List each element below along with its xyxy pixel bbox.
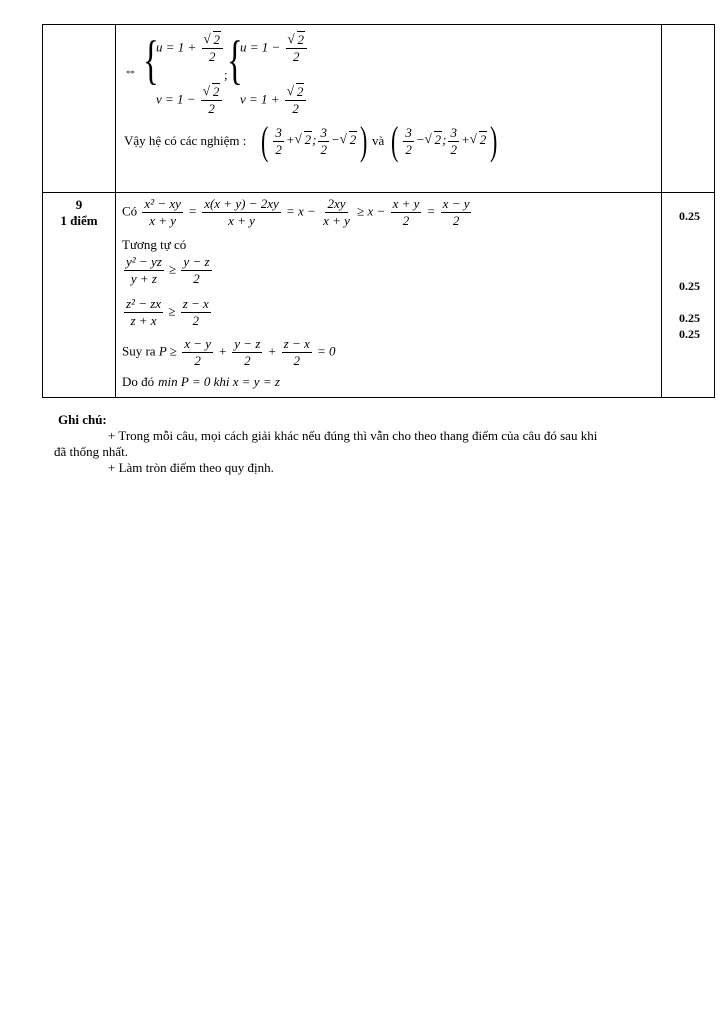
- score-value: 0.25: [679, 311, 700, 325]
- min-expression: min P = 0 khi x = y = z: [158, 374, 280, 389]
- operator: +: [285, 131, 295, 147]
- solution-2: ( $\frac{3}{2}$ −√ 2; $\frac{3}{2}$ +√ 2): [388, 121, 501, 161]
- numerator: 3: [405, 124, 412, 140]
- answer-table: [42, 24, 715, 398]
- denominator: 2: [275, 141, 282, 157]
- numerator: y − z: [234, 336, 261, 351]
- denominator: 2: [292, 101, 299, 116]
- system1-u-lhs: u = 1 +: [156, 39, 197, 55]
- denominator: 2: [209, 49, 216, 64]
- solution-cell: [116, 193, 662, 398]
- prefix: Do đó: [122, 374, 155, 389]
- denominator: y + z: [130, 271, 157, 286]
- operator: P ≥: [158, 343, 177, 359]
- separator: ;: [312, 131, 317, 147]
- numerator: 3: [275, 124, 282, 140]
- denominator: x + y: [228, 213, 255, 228]
- numerator: x + y: [392, 196, 420, 211]
- operator: +: [460, 131, 470, 147]
- numerator: 3: [450, 124, 457, 140]
- operator: +: [218, 343, 228, 359]
- operator: = x −: [286, 203, 316, 219]
- denominator: 2: [405, 141, 412, 157]
- left-brace: {: [227, 30, 243, 90]
- denominator: x + y: [323, 213, 350, 228]
- note-line-1: + Trong mỗi câu, mọi cách giải khác nếu đúng thì vẫn cho theo thang điểm của câu đó sau khi: [108, 428, 598, 443]
- sqrt-radicand: 2: [213, 32, 221, 47]
- operator: =: [426, 203, 436, 219]
- operator: = 0: [317, 343, 336, 359]
- question-number: 9: [75, 197, 83, 212]
- denominator: 2: [293, 49, 300, 64]
- score-value: 0.25: [679, 327, 700, 341]
- score-value: 0.25: [679, 279, 700, 293]
- denominator: 2: [192, 313, 199, 328]
- denominator: 2: [320, 141, 327, 157]
- numerator: x(x + y) − 2xy: [204, 196, 279, 211]
- sqrt-radicand: 2: [297, 32, 305, 47]
- inequality-line-3: [122, 297, 213, 328]
- system2-v-lhs: v = 1 +: [240, 91, 280, 107]
- question-cell: [43, 25, 116, 193]
- sqrt-radicand: 2: [434, 131, 442, 147]
- system1-v-lhs: v = 1 −: [156, 91, 196, 107]
- notes-title: Ghi chú:: [58, 412, 107, 427]
- conclusion-line: [122, 373, 280, 391]
- operator: +: [267, 343, 277, 359]
- numerator: x − y: [184, 336, 211, 351]
- prefix: Suy ra: [122, 343, 156, 359]
- system2-u-lhs: u = 1 −: [240, 39, 281, 55]
- left-brace: {: [143, 30, 159, 90]
- denominator: 2: [194, 353, 201, 368]
- sqrt-radicand: 2: [349, 131, 357, 147]
- operator: −: [415, 131, 425, 147]
- numerator: x − y: [442, 196, 470, 211]
- denominator: 2: [293, 353, 300, 368]
- note-line-1-continued: đã thống nhất.: [54, 444, 129, 459]
- denominator: 2: [452, 213, 460, 228]
- inequality-line-2: [122, 255, 214, 286]
- semicolon: ;: [224, 67, 228, 82]
- sqrt-radicand: 2: [479, 131, 487, 147]
- numerator: y − z: [183, 254, 210, 269]
- numerator: z − x: [182, 296, 209, 311]
- denominator: 2: [208, 101, 215, 116]
- sqrt-radicand: 2: [212, 84, 220, 99]
- note-line-2: + Làm tròn điểm theo quy định.: [108, 460, 274, 475]
- inequality-line-4: [122, 337, 336, 368]
- numerator: z − x: [283, 336, 310, 351]
- inequality-line-1: [122, 197, 473, 228]
- system1-v: [156, 85, 224, 116]
- numerator: z² − zx: [126, 296, 162, 311]
- notes-section: [54, 412, 598, 476]
- denominator: x + y: [149, 213, 177, 228]
- numerator: 3: [320, 124, 327, 140]
- table-row: [43, 25, 715, 193]
- sqrt-radicand: 2: [304, 131, 312, 147]
- denominator: 2: [193, 271, 200, 286]
- denominator: 2: [450, 141, 457, 157]
- solution-1: ( $\frac{3}{2}$ +√ 2; $\frac{3}{2}$ −√ 2): [258, 121, 371, 161]
- operator: −: [330, 131, 340, 147]
- denominator: z + x: [130, 313, 157, 328]
- system1-u: [156, 33, 225, 64]
- operator: ≥: [168, 303, 176, 319]
- solution-cell: [116, 25, 662, 193]
- points-label: 1 điểm: [60, 213, 98, 228]
- score-value: 0.25: [679, 209, 700, 223]
- score-cell: [662, 193, 715, 398]
- table-row: [43, 193, 715, 398]
- separator: ;: [442, 131, 447, 147]
- conclusion-text: Vậy hệ có các nghiệm :: [124, 133, 247, 148]
- denominator: 2: [402, 213, 410, 228]
- denominator: 2: [244, 353, 251, 368]
- operator: ≥: [169, 261, 177, 277]
- sqrt-radicand: 2: [296, 84, 304, 99]
- system2-u: [240, 33, 309, 64]
- question-cell: [43, 193, 116, 398]
- equiv-symbol: ⇔: [124, 63, 137, 78]
- operator: ≥ x −: [357, 203, 386, 219]
- similar-text: Tương tự có: [122, 237, 187, 252]
- system2-v: [240, 85, 308, 116]
- numerator: x² − xy: [144, 196, 181, 211]
- operator: =: [188, 203, 197, 219]
- score-cell: [662, 25, 715, 193]
- prefix: Có: [122, 203, 138, 219]
- numerator: 2xy: [327, 196, 346, 211]
- and-text: và: [372, 133, 385, 148]
- numerator: y² − yz: [126, 254, 162, 269]
